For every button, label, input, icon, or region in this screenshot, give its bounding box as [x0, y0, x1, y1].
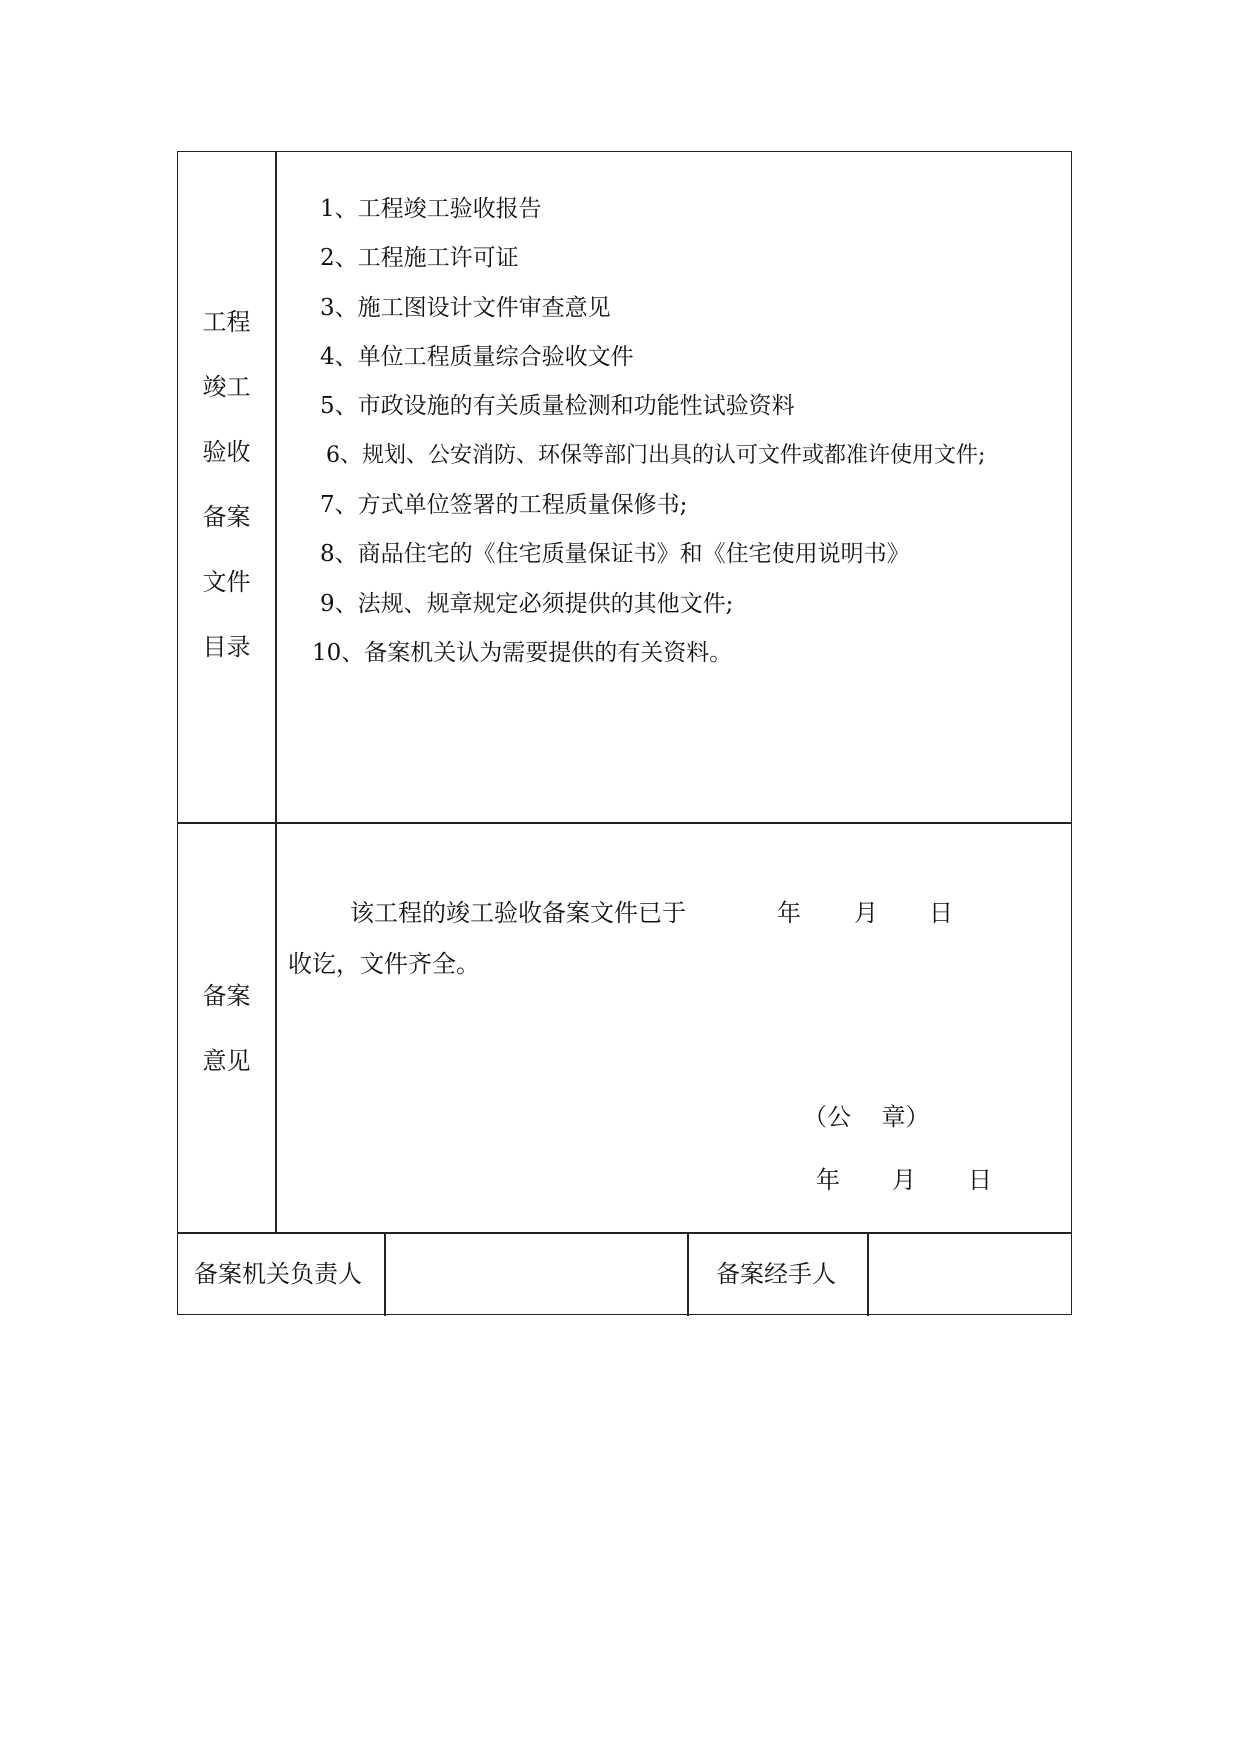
list-item: 9、法规、规章规定必须提供的其他文件;	[320, 591, 734, 617]
statement-line2: 收讫，文件齐全。	[288, 950, 480, 978]
list-item: 5、市政设施的有关质量检测和功能性试验资料	[320, 393, 795, 419]
label-line: 目录	[202, 633, 251, 661]
column-divider	[275, 152, 277, 1232]
label-line: 竣工	[202, 373, 251, 401]
date-month: 月	[854, 899, 878, 927]
date-day: 日	[929, 899, 953, 927]
row-divider-1	[178, 822, 1071, 824]
list-item: 10、备案机关认为需要提供的有关资料。	[312, 640, 733, 666]
handler-field[interactable]	[869, 1234, 1071, 1314]
list-item: 1、工程竣工验收报告	[320, 196, 542, 222]
label-line: 工程	[202, 308, 251, 336]
sign-year: 年	[816, 1166, 840, 1194]
label-line: 备案	[202, 503, 251, 531]
handler-label: 备案经手人	[716, 1260, 836, 1288]
filing-form-table	[177, 151, 1072, 1315]
date-year: 年	[777, 899, 801, 927]
footer-divider-2	[687, 1232, 689, 1316]
label-line: 意见	[202, 1047, 251, 1075]
seal-placeholder: （公 章）	[803, 1103, 930, 1131]
archive-catalog-label	[178, 290, 275, 680]
label-line: 文件	[202, 568, 251, 596]
list-item: 6、规划、公安消防、环保等部门出具的认可文件或都准许使用文件;	[326, 443, 986, 468]
sign-month: 月	[892, 1166, 916, 1194]
list-item: 4、单位工程质量综合验收文件	[320, 344, 634, 370]
statement-line1: 该工程的竣工验收备案文件已于	[350, 899, 686, 927]
list-item: 8、商品住宅的《住宅质量保证书》和《住宅使用说明书》	[320, 541, 910, 567]
list-item: 2、工程施工许可证	[320, 245, 519, 271]
label-line: 备案	[202, 982, 251, 1010]
label-line: 验收	[202, 438, 251, 466]
list-item: 7、方式单位签署的工程质量保修书;	[320, 492, 688, 518]
list-item: 3、施工图设计文件审查意见	[320, 295, 611, 321]
sign-day: 日	[968, 1166, 992, 1194]
authority-head-label: 备案机关负责人	[194, 1260, 362, 1288]
authority-head-field[interactable]	[386, 1234, 686, 1314]
filing-opinion-label	[178, 964, 275, 1094]
